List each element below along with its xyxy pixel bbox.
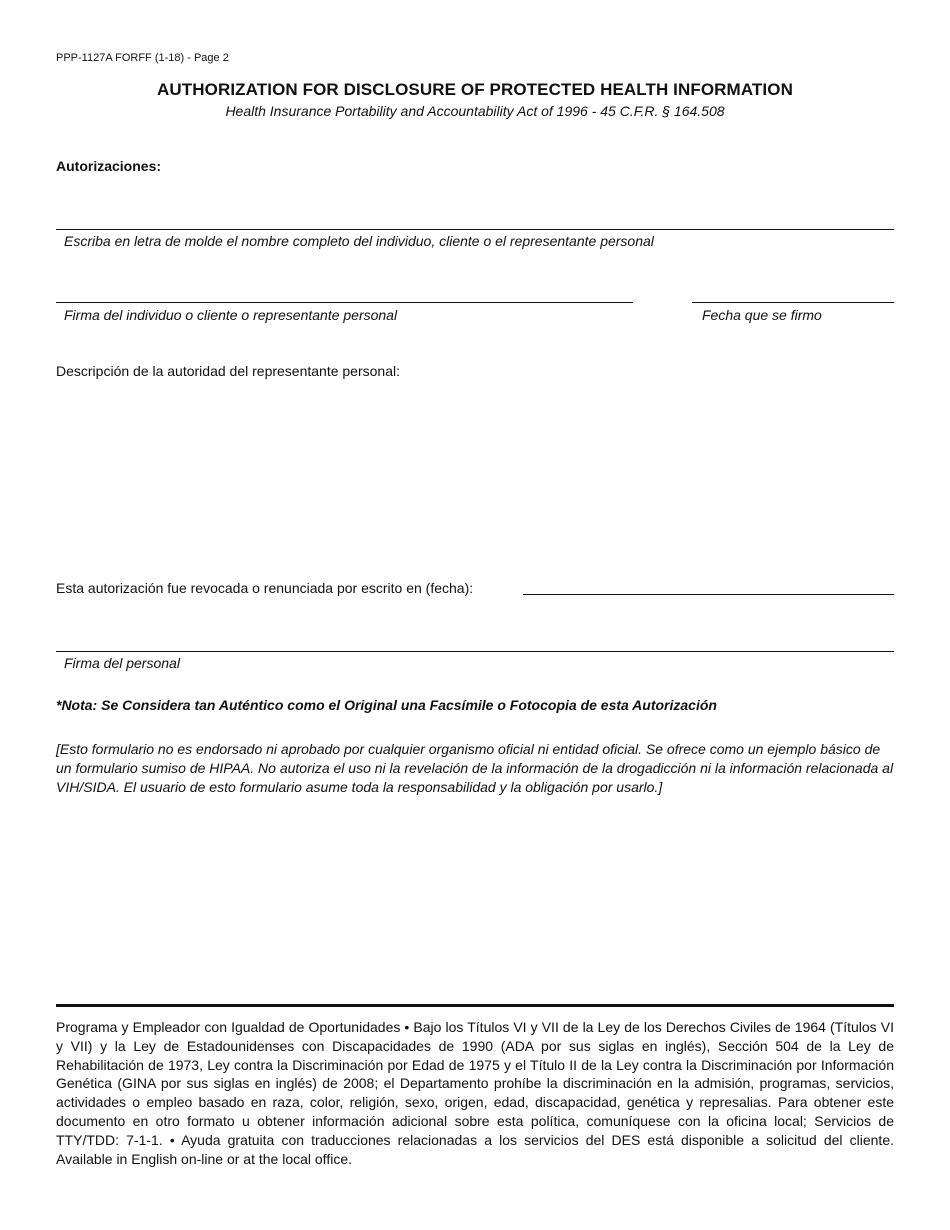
staff-signature-line xyxy=(56,651,894,652)
signature-field[interactable] xyxy=(58,279,634,303)
footer-divider xyxy=(56,1004,894,1007)
signature-caption: Firma del individuo o cliente o representante personal xyxy=(64,307,398,323)
disclaimer: [Esto formulario no es endorsado ni aprobado por cualquier organismo oficial ni entidad oficial. Se ofrece como un ejemplo básico de un formulario sumiso de HIPAA. No autoriza el uso ni la revelación de la información de la drogadicción ni la información relacionada al VIH/SIDA. El usuario de esto formulario asume toda la responsabilidad y la obligación por usarlo.] xyxy=(56,741,894,795)
revoked-label: Esta autorización fue revocada o renunciada por escrito en (fecha): xyxy=(56,580,474,596)
form-id: PPP-1127A FORFF (1-18) - Page 2 xyxy=(56,52,229,64)
authorizations-heading: Autorizaciones: xyxy=(56,158,162,174)
representative-authority-label: Descripción de la autoridad del representante personal: xyxy=(56,363,400,379)
date-signed-field[interactable] xyxy=(694,279,896,303)
date-signed-caption: Fecha que se firmo xyxy=(702,307,822,323)
page-subtitle: Health Insurance Portability and Accountability Act of 1996 - 45 C.F.R. § 164.508 xyxy=(225,103,725,119)
printed-name-field[interactable] xyxy=(58,206,896,230)
page-title: AUTHORIZATION FOR DISCLOSURE OF PROTECTED HEALTH INFORMATION xyxy=(157,80,793,99)
staff-signature-caption: Firma del personal xyxy=(64,655,180,671)
signature-line xyxy=(56,302,633,303)
revoked-date-field[interactable] xyxy=(526,572,896,594)
staff-signature-field[interactable] xyxy=(58,628,896,652)
printed-name-caption: Escriba en letra de molde el nombre completo del individuo, cliente o el representante personal xyxy=(64,233,654,249)
revoked-date-line xyxy=(523,594,894,595)
footer-notice: Programa y Empleador con Igualdad de Oportunidades • Bajo los Títulos VI y VII de la Ley de los Derechos Civiles de 1964 (Títulos VI y VII) y la Ley de Estadounidenses con Discapacidades de 1990 (ADA por sus siglas en inglés), Sección 504 de la Ley de Rehabilitación de 1973, Ley contra la Discriminación por Edad de 1975 y el Título II de la Ley contra la Discriminación por Información Genética (GINA por sus siglas en inglés) de 2008; el Departamento prohíbe la discriminación en la admisión, programas, servicios, actividades o empleo basado en raza, color, religión, sexo, origen, edad, discapacidad, genética y represalias. Para obtener este documento en otro formato u obtener información adicional sobre esta política, comuníquese con la oficina local; Servicios de TTY/TDD: 7-1-1. • Ayuda gratuita con traducciones relacionadas a los servicios del DES está disponible a solicitud del cliente. Available in English on-line or at the local office. xyxy=(56,1019,894,1167)
printed-name-line xyxy=(56,229,894,230)
representative-authority-field[interactable] xyxy=(56,388,898,562)
date-signed-line xyxy=(692,302,894,303)
facsimile-note: *Nota: Se Considera tan Auténtico como el Original una Facsímile o Fotocopia de esta Autorización xyxy=(56,697,717,713)
